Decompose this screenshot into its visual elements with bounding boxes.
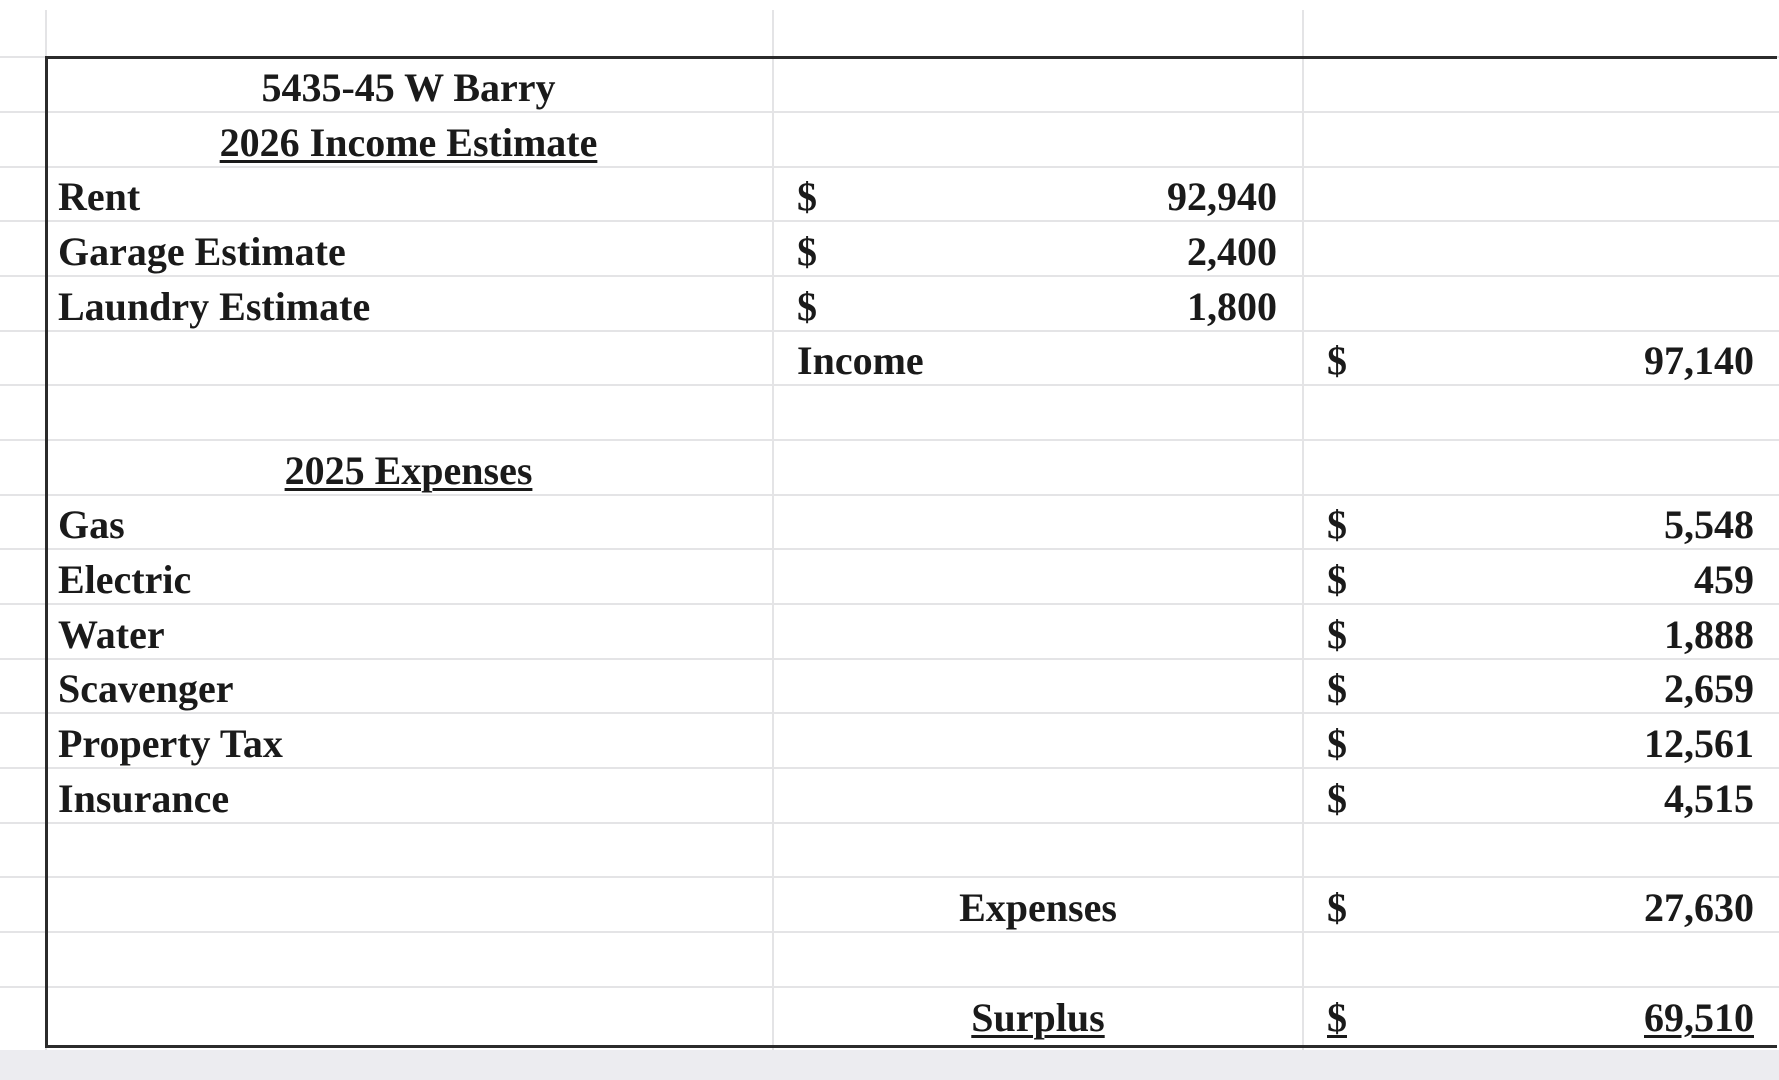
currency-symbol[interactable]: $ [1327,721,1347,766]
income-total-label[interactable]: Income [797,338,924,383]
surplus-label[interactable]: Surplus [971,995,1105,1040]
income-total-row [0,334,1779,388]
income-row-garage [0,225,1779,279]
income-label[interactable]: Rent [58,174,141,219]
expense-row-property-tax [0,717,1779,771]
expense-amount[interactable]: 459 [1694,557,1754,602]
gridline [0,986,1779,988]
expense-amount[interactable]: 2,659 [1664,666,1754,711]
expenses-total-label[interactable]: Expenses [959,885,1117,930]
expenses-total-amount[interactable]: 27,630 [1644,885,1754,930]
expense-label[interactable]: Property Tax [58,721,283,766]
gridline [0,876,1779,878]
income-amount[interactable]: 2,400 [1187,229,1277,274]
expense-row-gas [0,498,1779,552]
income-total-amount[interactable]: 97,140 [1644,338,1754,383]
income-heading-row [0,116,1779,170]
currency-symbol[interactable]: $ [797,174,817,219]
expense-amount[interactable]: 4,515 [1664,776,1754,821]
income-amount[interactable]: 1,800 [1187,284,1277,329]
surplus-amount[interactable]: 69,510 [1644,995,1754,1040]
income-label[interactable]: Laundry Estimate [58,284,371,329]
expense-amount[interactable]: 5,548 [1664,502,1754,547]
expenses-total-row [0,881,1779,935]
income-label[interactable]: Garage Estimate [58,229,346,274]
currency-symbol[interactable]: $ [1327,612,1347,657]
expense-label[interactable]: Water [58,612,165,657]
income-amount[interactable]: 92,940 [1167,174,1277,219]
currency-symbol[interactable]: $ [1327,776,1347,821]
currency-symbol[interactable]: $ [797,284,817,329]
expense-row-insurance [0,772,1779,826]
currency-symbol[interactable]: $ [797,229,817,274]
title-row [0,61,1779,115]
gridline [0,439,1779,441]
currency-symbol[interactable]: $ [1327,557,1347,602]
property-title[interactable]: 5435-45 W Barry [261,65,556,110]
expense-amount[interactable]: 1,888 [1664,612,1754,657]
expense-row-water [0,608,1779,662]
expense-label[interactable]: Electric [58,557,192,602]
income-row-laundry [0,280,1779,334]
gridline [0,56,1779,58]
expense-label[interactable]: Gas [58,502,125,547]
currency-symbol[interactable]: $ [1327,666,1347,711]
surplus-row [0,991,1779,1045]
currency-symbol[interactable]: $ [1327,502,1347,547]
expenses-heading-row [0,444,1779,498]
expense-label[interactable]: Scavenger [58,666,234,711]
expense-row-electric [0,553,1779,607]
bottom-margin [0,1050,1779,1080]
currency-symbol[interactable]: $ [1327,995,1347,1040]
currency-symbol[interactable]: $ [1327,885,1347,930]
expense-amount[interactable]: 12,561 [1644,721,1754,766]
expense-label[interactable]: Insurance [58,776,230,821]
expense-row-scavenger [0,662,1779,716]
currency-symbol[interactable]: $ [1327,338,1347,383]
income-heading[interactable]: 2026 Income Estimate [219,120,598,165]
income-row-rent [0,170,1779,224]
expenses-heading[interactable]: 2025 Expenses [284,448,533,493]
